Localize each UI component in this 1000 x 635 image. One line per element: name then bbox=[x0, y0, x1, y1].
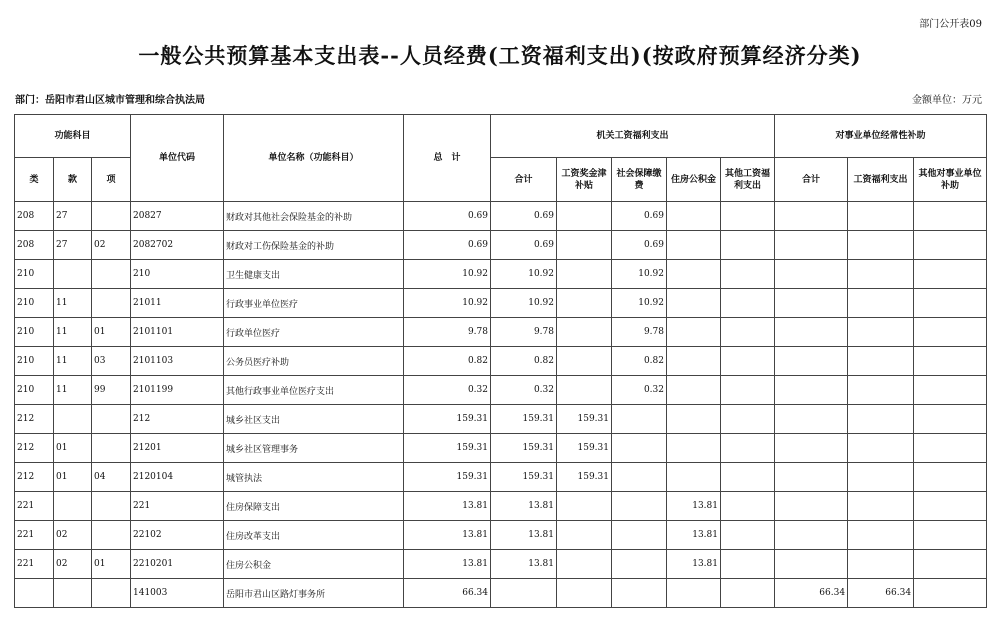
cell-org-social bbox=[612, 492, 667, 521]
cell-org-social bbox=[612, 521, 667, 550]
cell-inst-other bbox=[914, 579, 987, 608]
cell-org-other bbox=[721, 579, 775, 608]
cell-lei: 212 bbox=[15, 405, 54, 434]
cell-total: 10.92 bbox=[404, 260, 491, 289]
cell-xiang bbox=[92, 521, 131, 550]
cell-org-social: 0.32 bbox=[612, 376, 667, 405]
cell-kuan: 27 bbox=[54, 231, 92, 260]
cell-lei: 208 bbox=[15, 231, 54, 260]
cell-inst-welfare bbox=[848, 434, 914, 463]
cell-inst-sum bbox=[775, 376, 848, 405]
cell-inst-welfare bbox=[848, 405, 914, 434]
cell-org-social: 9.78 bbox=[612, 318, 667, 347]
cell-lei: 208 bbox=[15, 202, 54, 231]
cell-total: 159.31 bbox=[404, 405, 491, 434]
cell-kuan: 27 bbox=[54, 202, 92, 231]
table-row bbox=[15, 318, 987, 347]
cell-org-sum: 159.31 bbox=[491, 463, 557, 492]
cell-org-housing bbox=[667, 434, 721, 463]
cell-unit-name: 住房改革支出 bbox=[224, 521, 404, 550]
header-institution-subsidy-group: 对事业单位经常性补助 bbox=[775, 115, 987, 158]
cell-unit-code: 210 bbox=[131, 260, 224, 289]
cell-total: 159.31 bbox=[404, 434, 491, 463]
cell-unit-name: 行政单位医疗 bbox=[224, 318, 404, 347]
cell-org-housing bbox=[667, 376, 721, 405]
cell-inst-other bbox=[914, 405, 987, 434]
cell-lei: 210 bbox=[15, 318, 54, 347]
cell-org-bonus bbox=[557, 260, 612, 289]
header-lei: 类 bbox=[15, 158, 54, 202]
cell-xiang bbox=[92, 434, 131, 463]
cell-inst-other bbox=[914, 521, 987, 550]
cell-lei bbox=[15, 579, 54, 608]
cell-total: 13.81 bbox=[404, 492, 491, 521]
cell-org-bonus bbox=[557, 202, 612, 231]
cell-org-housing bbox=[667, 260, 721, 289]
cell-org-other bbox=[721, 405, 775, 434]
cell-lei: 212 bbox=[15, 463, 54, 492]
cell-inst-other bbox=[914, 463, 987, 492]
cell-org-other bbox=[721, 347, 775, 376]
cell-xiang bbox=[92, 289, 131, 318]
cell-unit-code: 2101199 bbox=[131, 376, 224, 405]
cell-org-housing: 13.81 bbox=[667, 492, 721, 521]
cell-unit-name: 城管执法 bbox=[224, 463, 404, 492]
cell-org-social bbox=[612, 550, 667, 579]
cell-lei: 212 bbox=[15, 434, 54, 463]
cell-inst-sum bbox=[775, 492, 848, 521]
cell-inst-sum bbox=[775, 202, 848, 231]
cell-org-housing bbox=[667, 318, 721, 347]
cell-org-sum: 159.31 bbox=[491, 405, 557, 434]
header-org-welfare-group: 机关工资福利支出 bbox=[491, 115, 775, 158]
cell-org-bonus bbox=[557, 376, 612, 405]
header-org-bonus: 工资奖金津补贴 bbox=[557, 158, 612, 202]
department-label: 部门：岳阳市君山区城市管理和综合执法局 bbox=[15, 95, 205, 106]
cell-lei: 210 bbox=[15, 289, 54, 318]
cell-org-sum: 13.81 bbox=[491, 521, 557, 550]
cell-unit-code: 2101101 bbox=[131, 318, 224, 347]
header-function-subject: 功能科目 bbox=[15, 115, 131, 158]
cell-inst-sum bbox=[775, 318, 848, 347]
cell-org-other bbox=[721, 550, 775, 579]
cell-xiang: 03 bbox=[92, 347, 131, 376]
cell-inst-sum bbox=[775, 347, 848, 376]
amount-unit-label: 金额单位：万元 bbox=[912, 95, 982, 106]
table-row bbox=[15, 434, 987, 463]
cell-inst-sum bbox=[775, 463, 848, 492]
cell-xiang: 01 bbox=[92, 550, 131, 579]
cell-total: 66.34 bbox=[404, 579, 491, 608]
cell-unit-name: 财政对其他社会保险基金的补助 bbox=[224, 202, 404, 231]
cell-inst-sum bbox=[775, 231, 848, 260]
cell-org-social bbox=[612, 405, 667, 434]
cell-org-sum: 0.69 bbox=[491, 231, 557, 260]
table-row bbox=[15, 231, 987, 260]
cell-inst-other bbox=[914, 492, 987, 521]
cell-unit-name: 财政对工伤保险基金的补助 bbox=[224, 231, 404, 260]
cell-org-housing bbox=[667, 579, 721, 608]
cell-inst-welfare bbox=[848, 318, 914, 347]
cell-kuan bbox=[54, 492, 92, 521]
header-inst-sum: 合计 bbox=[775, 158, 848, 202]
cell-org-sum: 10.92 bbox=[491, 289, 557, 318]
cell-inst-other bbox=[914, 289, 987, 318]
cell-inst-other bbox=[914, 376, 987, 405]
cell-unit-name: 行政事业单位医疗 bbox=[224, 289, 404, 318]
cell-xiang bbox=[92, 202, 131, 231]
cell-inst-welfare bbox=[848, 376, 914, 405]
cell-unit-code: 2082702 bbox=[131, 231, 224, 260]
table-row bbox=[15, 260, 987, 289]
page-title: 一般公共预算基本支出表--人员经费(工资福利支出)(按政府预算经济分类) bbox=[138, 43, 862, 68]
cell-org-bonus bbox=[557, 579, 612, 608]
cell-inst-welfare bbox=[848, 231, 914, 260]
cell-unit-name: 岳阳市君山区路灯事务所 bbox=[224, 579, 404, 608]
cell-total: 0.32 bbox=[404, 376, 491, 405]
cell-org-social: 0.82 bbox=[612, 347, 667, 376]
cell-kuan: 11 bbox=[54, 318, 92, 347]
cell-inst-welfare bbox=[848, 347, 914, 376]
cell-org-housing: 13.81 bbox=[667, 550, 721, 579]
cell-org-sum: 0.32 bbox=[491, 376, 557, 405]
header-kuan: 款 bbox=[54, 158, 92, 202]
cell-inst-sum bbox=[775, 434, 848, 463]
cell-unit-code: 22102 bbox=[131, 521, 224, 550]
cell-lei: 221 bbox=[15, 492, 54, 521]
cell-total: 13.81 bbox=[404, 550, 491, 579]
cell-inst-sum bbox=[775, 550, 848, 579]
cell-kuan: 11 bbox=[54, 289, 92, 318]
cell-org-social: 10.92 bbox=[612, 289, 667, 318]
cell-inst-sum: 66.34 bbox=[775, 579, 848, 608]
cell-org-social bbox=[612, 579, 667, 608]
cell-org-housing bbox=[667, 405, 721, 434]
cell-inst-welfare bbox=[848, 463, 914, 492]
cell-total: 0.82 bbox=[404, 347, 491, 376]
cell-inst-sum bbox=[775, 260, 848, 289]
table-row bbox=[15, 405, 987, 434]
cell-org-other bbox=[721, 231, 775, 260]
cell-xiang: 99 bbox=[92, 376, 131, 405]
header-inst-welfare: 工资福利支出 bbox=[848, 158, 914, 202]
cell-unit-name: 公务员医疗补助 bbox=[224, 347, 404, 376]
cell-unit-code: 21011 bbox=[131, 289, 224, 318]
cell-inst-welfare: 66.34 bbox=[848, 579, 914, 608]
cell-total: 0.69 bbox=[404, 231, 491, 260]
cell-org-other bbox=[721, 202, 775, 231]
table-row bbox=[15, 376, 987, 405]
cell-inst-welfare bbox=[848, 260, 914, 289]
cell-unit-code: 221 bbox=[131, 492, 224, 521]
header-unit-name: 单位名称（功能科目） bbox=[224, 115, 404, 202]
cell-unit-code: 2120104 bbox=[131, 463, 224, 492]
table-row bbox=[15, 521, 987, 550]
cell-org-bonus bbox=[557, 289, 612, 318]
cell-org-sum: 10.92 bbox=[491, 260, 557, 289]
cell-org-sum: 159.31 bbox=[491, 434, 557, 463]
cell-org-bonus: 159.31 bbox=[557, 405, 612, 434]
header-unit-code: 单位代码 bbox=[131, 115, 224, 202]
cell-kuan: 01 bbox=[54, 434, 92, 463]
cell-total: 0.69 bbox=[404, 202, 491, 231]
cell-org-bonus bbox=[557, 521, 612, 550]
cell-org-social: 0.69 bbox=[612, 231, 667, 260]
header-inst-other: 其他对事业单位补助 bbox=[914, 158, 987, 202]
cell-org-other bbox=[721, 492, 775, 521]
cell-org-sum: 13.81 bbox=[491, 550, 557, 579]
cell-org-bonus bbox=[557, 231, 612, 260]
header-org-sum: 合计 bbox=[491, 158, 557, 202]
cell-total: 10.92 bbox=[404, 289, 491, 318]
cell-unit-name: 住房公积金 bbox=[224, 550, 404, 579]
table-row bbox=[15, 492, 987, 521]
cell-unit-code: 212 bbox=[131, 405, 224, 434]
cell-kuan bbox=[54, 405, 92, 434]
cell-lei: 210 bbox=[15, 347, 54, 376]
cell-inst-other bbox=[914, 318, 987, 347]
cell-org-housing bbox=[667, 289, 721, 318]
cell-inst-other bbox=[914, 550, 987, 579]
cell-kuan: 11 bbox=[54, 347, 92, 376]
cell-kuan: 01 bbox=[54, 463, 92, 492]
cell-unit-code: 2210201 bbox=[131, 550, 224, 579]
table-row bbox=[15, 289, 987, 318]
cell-unit-code: 20827 bbox=[131, 202, 224, 231]
table-row bbox=[15, 347, 987, 376]
cell-lei: 210 bbox=[15, 376, 54, 405]
cell-kuan: 02 bbox=[54, 550, 92, 579]
cell-xiang bbox=[92, 492, 131, 521]
budget-table bbox=[14, 114, 987, 608]
cell-inst-sum bbox=[775, 405, 848, 434]
cell-org-housing bbox=[667, 463, 721, 492]
cell-org-bonus bbox=[557, 318, 612, 347]
cell-unit-code: 141003 bbox=[131, 579, 224, 608]
report-number-label: 部门公开表09 bbox=[919, 19, 982, 30]
cell-unit-name: 城乡社区管理事务 bbox=[224, 434, 404, 463]
cell-org-bonus: 159.31 bbox=[557, 434, 612, 463]
table-row bbox=[15, 202, 987, 231]
table-row bbox=[15, 463, 987, 492]
cell-inst-welfare bbox=[848, 550, 914, 579]
cell-xiang: 04 bbox=[92, 463, 131, 492]
cell-inst-welfare bbox=[848, 492, 914, 521]
cell-kuan: 11 bbox=[54, 376, 92, 405]
cell-inst-welfare bbox=[848, 202, 914, 231]
cell-lei: 221 bbox=[15, 521, 54, 550]
cell-org-social: 0.69 bbox=[612, 202, 667, 231]
cell-xiang bbox=[92, 260, 131, 289]
cell-kuan bbox=[54, 579, 92, 608]
header-org-housing: 住房公积金 bbox=[667, 158, 721, 202]
cell-org-sum: 0.69 bbox=[491, 202, 557, 231]
header-org-other: 其他工资福利支出 bbox=[721, 158, 775, 202]
table-row bbox=[15, 550, 987, 579]
cell-inst-other bbox=[914, 202, 987, 231]
cell-org-other bbox=[721, 463, 775, 492]
cell-xiang: 01 bbox=[92, 318, 131, 347]
cell-xiang bbox=[92, 579, 131, 608]
cell-org-bonus bbox=[557, 550, 612, 579]
header-total: 总 计 bbox=[404, 115, 491, 202]
cell-org-sum: 9.78 bbox=[491, 318, 557, 347]
cell-kuan bbox=[54, 260, 92, 289]
table-row bbox=[15, 579, 987, 608]
cell-inst-welfare bbox=[848, 289, 914, 318]
cell-total: 159.31 bbox=[404, 463, 491, 492]
cell-inst-welfare bbox=[848, 521, 914, 550]
cell-inst-other bbox=[914, 347, 987, 376]
cell-total: 9.78 bbox=[404, 318, 491, 347]
cell-org-housing: 13.81 bbox=[667, 521, 721, 550]
cell-inst-other bbox=[914, 231, 987, 260]
cell-unit-name: 卫生健康支出 bbox=[224, 260, 404, 289]
cell-org-other bbox=[721, 318, 775, 347]
cell-lei: 210 bbox=[15, 260, 54, 289]
cell-unit-name: 其他行政事业单位医疗支出 bbox=[224, 376, 404, 405]
cell-org-sum: 0.82 bbox=[491, 347, 557, 376]
cell-org-social: 10.92 bbox=[612, 260, 667, 289]
cell-org-other bbox=[721, 521, 775, 550]
cell-org-other bbox=[721, 376, 775, 405]
cell-unit-code: 2101103 bbox=[131, 347, 224, 376]
cell-org-other bbox=[721, 260, 775, 289]
cell-inst-sum bbox=[775, 289, 848, 318]
cell-org-social bbox=[612, 434, 667, 463]
cell-kuan: 02 bbox=[54, 521, 92, 550]
cell-org-bonus bbox=[557, 347, 612, 376]
cell-unit-code: 21201 bbox=[131, 434, 224, 463]
cell-org-sum: 13.81 bbox=[491, 492, 557, 521]
cell-org-bonus: 159.31 bbox=[557, 463, 612, 492]
cell-org-sum bbox=[491, 579, 557, 608]
cell-unit-name: 城乡社区支出 bbox=[224, 405, 404, 434]
cell-inst-sum bbox=[775, 521, 848, 550]
cell-lei: 221 bbox=[15, 550, 54, 579]
cell-org-social bbox=[612, 463, 667, 492]
cell-org-housing bbox=[667, 231, 721, 260]
header-xiang: 项 bbox=[92, 158, 131, 202]
cell-xiang bbox=[92, 405, 131, 434]
cell-org-other bbox=[721, 434, 775, 463]
cell-org-bonus bbox=[557, 492, 612, 521]
cell-inst-other bbox=[914, 260, 987, 289]
cell-inst-other bbox=[914, 434, 987, 463]
cell-org-housing bbox=[667, 202, 721, 231]
cell-unit-name: 住房保障支出 bbox=[224, 492, 404, 521]
cell-org-housing bbox=[667, 347, 721, 376]
cell-xiang: 02 bbox=[92, 231, 131, 260]
cell-total: 13.81 bbox=[404, 521, 491, 550]
cell-org-other bbox=[721, 289, 775, 318]
header-org-social: 社会保障缴费 bbox=[612, 158, 667, 202]
